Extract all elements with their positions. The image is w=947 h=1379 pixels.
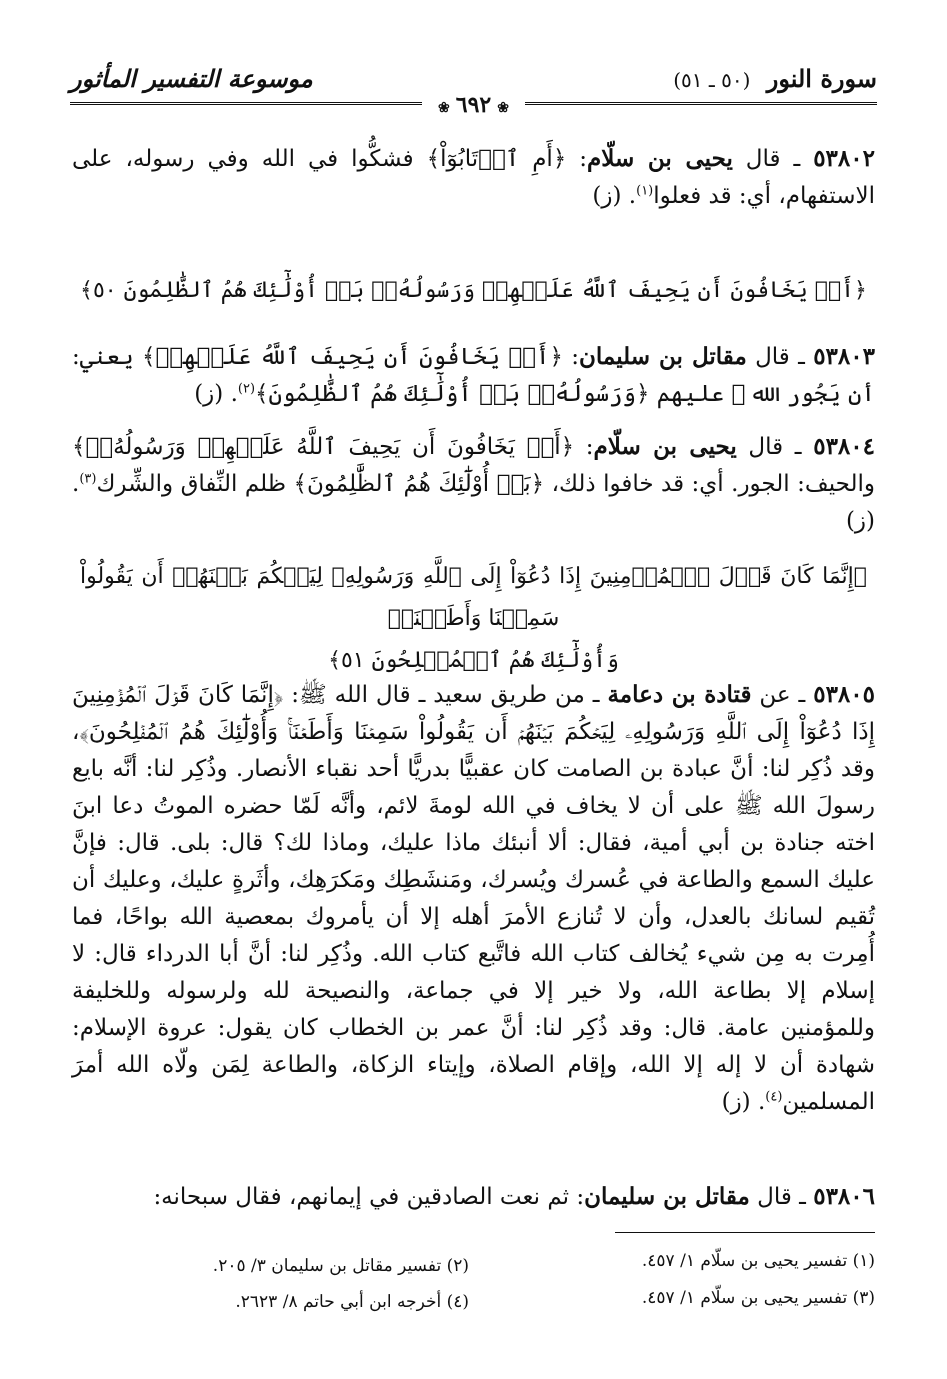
narrator-name: يحيى بن سلّام	[593, 433, 737, 460]
surah-name: سورة النور	[766, 64, 877, 93]
narration-text: . (ز)	[72, 471, 875, 534]
narration-53806	[72, 1178, 875, 1216]
narration-53804	[72, 428, 875, 540]
verse-range: (٥٠ ـ ٥١)	[673, 68, 751, 92]
footnote-3: (٣) تفسير يحيى بن سلّام ١/ ٤٥٧.	[641, 1288, 875, 1308]
footnote-2: (٢) تفسير مقاتل بن سليمان ٣/ ٢٠٥.	[212, 1256, 469, 1276]
narration-text: . (ز)	[194, 381, 238, 407]
narration-text: : ثم نعت الصادقين في إيمانهم، فقال سبحانه:	[153, 1184, 585, 1210]
narration-lead: ـ قال	[746, 344, 814, 370]
verse-line: ﴿إِنَّمَا كَانَ قَوۡلَ ٱلۡمُؤۡمِنِينَ إِذَا دُعُوٓاْ إِلَى ٱللَّهِ وَرَسُولِهِۦ لِيَحۡكُمَ بَيۡنَهُمۡ أَن يَقُولُواْ سَمِعۡنَا وَأَطَعۡنَاۚ	[80, 564, 867, 631]
verse-line: وَأُوْلَٰٓئِكَ هُمُ ٱلۡمُفۡلِحُونَ ٥١﴾	[328, 648, 619, 673]
narration-53803	[72, 338, 875, 413]
narration-lead: ـ قال	[732, 146, 814, 172]
surah-title	[673, 64, 877, 93]
quran-verse-50: ﴿أَمۡ يَخَافُونَ أَن يَحِيفَ ٱللَّهُ عَلَيۡهِمۡ وَرَسُولُهُۥۚ بَلۡ أُوْلَٰٓئِكَ هُمُ ٱلظَّٰلِمُونَ ٥٠﴾	[80, 278, 867, 303]
narration-text: الجور. أي: قد خافوا ذلك، ﴿بَلۡ أُوْلَٰٓئِكَ هُمُ ٱلظَّٰلِمُونَ﴾ ظلم النِّفاق والشِّرك	[96, 471, 790, 497]
narration-text: يَجُور الله ﷺ عليهم ﴿وَرَسُولُهُۥۚ بَلۡ أُوْلَٰٓئِكَ هُمُ ٱلظَّٰلِمُونَ﴾	[255, 381, 841, 407]
narration-number: ٥٣٨٠٦	[813, 1183, 875, 1210]
narration-number: ٥٣٨٠٣	[813, 343, 875, 370]
narration-number: ٥٣٨٠٢	[813, 145, 875, 172]
narrator-name: قتادة بن دعامة	[607, 681, 752, 708]
narration-text: : ﴿أَمِ ٱرۡتَابُوٓاْ﴾ فشكُّوا في الله وفي رسوله، على	[72, 146, 588, 172]
narrator-name: يحيى بن سلّام	[587, 145, 733, 172]
page-number	[422, 92, 525, 118]
page-number-text: ٦٩٢	[455, 92, 492, 118]
footnote-ref: (١)	[636, 183, 654, 199]
footnote-1: (١) تفسير يحيى بن سلّام ١/ ٤٥٧.	[641, 1251, 875, 1271]
ornament-icon: ❀	[497, 100, 509, 116]
ornament-icon: ❀	[438, 100, 450, 116]
footnote-ref: (٤)	[765, 1089, 783, 1105]
narration-lead: ـ قال	[736, 434, 814, 460]
footnote-4: (٤) أخرجه ابن أبي حاتم ٨/ ٢٦٢٣.	[235, 1292, 469, 1312]
narration-text: الاستفهام، أي: قد فعلوا	[653, 183, 875, 209]
narration-number: ٥٣٨٠٥	[813, 681, 875, 708]
narration-number: ٥٣٨٠٤	[813, 433, 875, 460]
narration-text: : ﴿أَمۡ يَخَافُونَ أَن يَحِيفَ ٱللَّهُ عَلَيۡهِمۡ وَرَسُولُهُۥۚ﴾ والحيف:	[72, 434, 875, 497]
narration-text: : ﴿أَمۡ يَخَافُونَ أَن يَحِيفَ ٱللَّهُ عَلَيۡهِمۡ﴾ يعني: أن	[72, 344, 875, 407]
footnote-ref: (٢)	[237, 381, 256, 397]
narration-lead: ـ قال	[749, 1184, 814, 1210]
book-title: موسوعة التفسير المأثور	[70, 64, 313, 93]
page-number-wrap	[0, 92, 947, 118]
narrator-name: مقاتل بن سليمان	[584, 1183, 750, 1210]
footnote-rule	[615, 1232, 875, 1233]
narrator-name: مقاتل بن سليمان	[579, 343, 747, 370]
footnote-ref: (٣)	[79, 471, 97, 487]
narration-text: . (ز)	[721, 1089, 766, 1115]
narration-53805	[72, 676, 875, 1121]
quran-verse-51	[80, 556, 867, 682]
narration-text: ـ من طريق سعيد ـ قال الله ﷺ: ﴿إِنَّمَا كَانَ قَوۡلَ ٱلۡمُؤۡمِنِينَ إِذَا دُعُوٓاْ إِلَى ٱللَّهِ وَرَسُولِهِۦ لِيَحۡكُمَ بَيۡنَهُمۡ أَن يَقُولُواْ سَمِعۡنَا وَأَطَعۡنَاۚ وَأُوْلَٰٓئِكَ هُمُ ٱلۡمُفۡلِحُونَ﴾، وقد ذُكِر لنا: أنَّ عبادة بن الصامت كان عقبيًّا بدريًّا أحد نقباء الأنصار. وذُكِر لنا: أنَّه بايع رسولَ الله ﷺ على أن لا يخاف في الله لومةَ لائم، وأنَّه لَمّا حضره الموتُ دعا ابنَ اخته جنادة بن أبي أمية، فقال: ألا أنبئك ماذا عليك، وماذا لك؟ قال: بلى. قال: فإنَّ عليك السمع والطاعة في عُسرك ويُسرك، ومَنشَطِك ومَكرَهِك، وأثَرةٍ عليك، وعليك أن تُقيم لسانك بالعدل، وأن لا تُنازع الأمرَ أهله إلا أن يأمروك بمعصية الله بواحًا، فما أُمِرت به مِن شيء يُخالف كتاب الله فاتَّبع كتاب الله. وذُكِر لنا: أنَّ أبا الدرداء قال: لا إسلام إلا بطاعة الله، ولا خير إلا في جماعة، والنصيحة لله ولرسوله وللخليفة وللمؤمنين عامة. قال: وقد ذُكِر لنا: أنَّ عمر بن الخطاب كان يقول: عروة الإسلام: شهادة أن لا إله إلا الله، وإقام الصلاة، وإيتاء الزكاة، والطاعة لِمَن ولّاه الله أمرَ المسلمين	[72, 682, 875, 1115]
narration-lead: ـ عن	[751, 682, 814, 708]
narration-53802	[72, 140, 875, 215]
narration-text: . (ز)	[592, 183, 637, 209]
